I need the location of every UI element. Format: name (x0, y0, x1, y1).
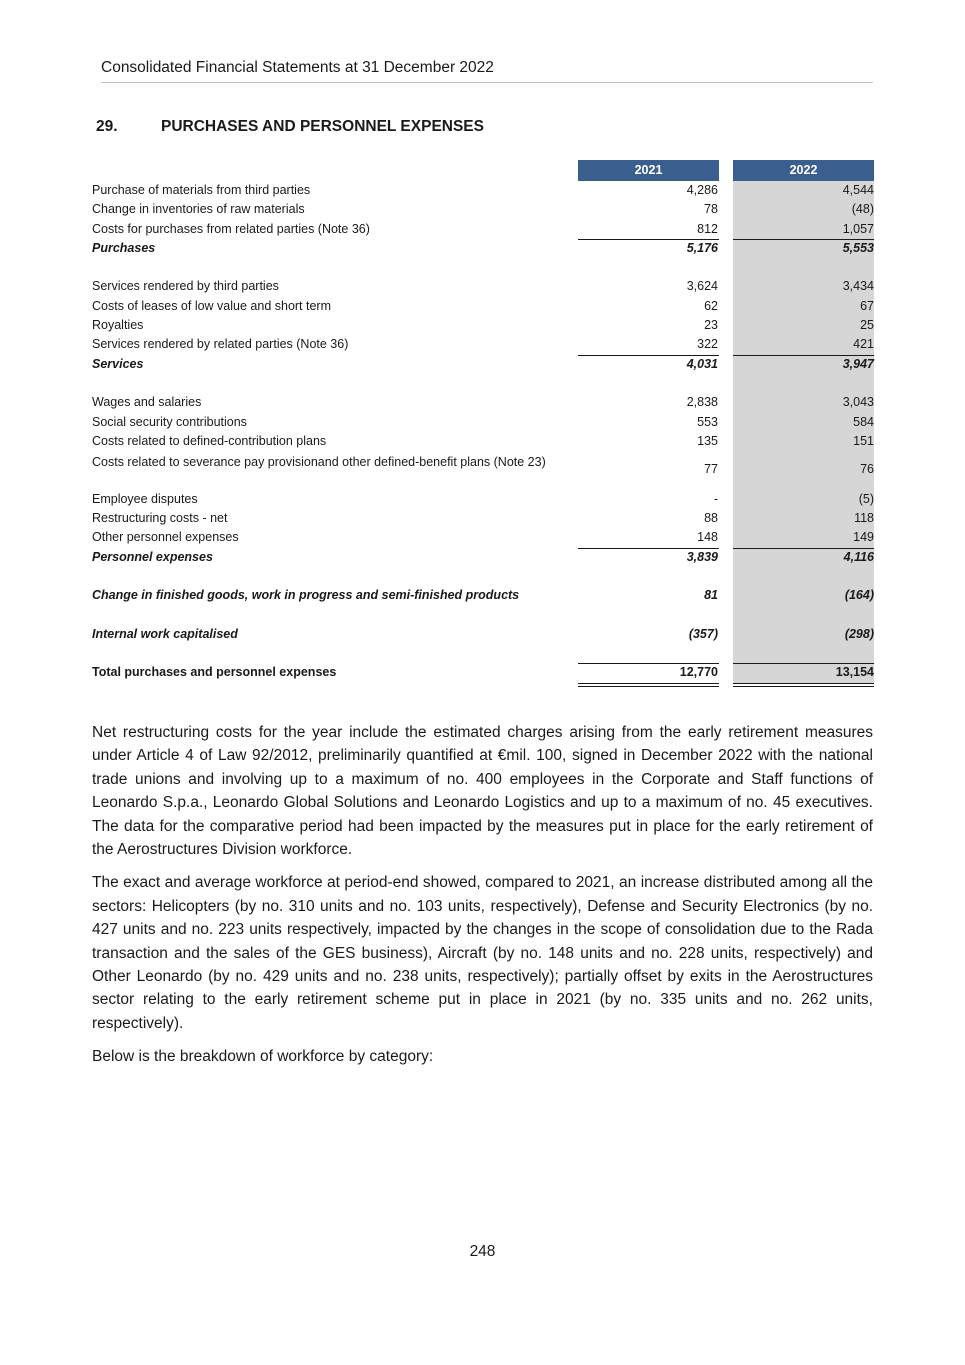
row-label: Employee disputes (92, 491, 198, 506)
row-label: Internal work capitalised (92, 626, 238, 641)
value-2022: 4,544 (842, 183, 874, 197)
row-spacer (92, 606, 874, 625)
table-row (92, 316, 874, 335)
value-2022: (48) (851, 202, 874, 217)
table-row (92, 413, 874, 432)
row-spacer (92, 567, 874, 586)
value-2022: 4,116 (843, 549, 874, 564)
value-2021: 4,031 (686, 356, 718, 371)
value-2021: 135 (697, 433, 718, 448)
table-row (92, 297, 874, 316)
row-label: Royalties (92, 318, 144, 333)
subtotal-row (92, 355, 874, 374)
purchases-personnel-table (92, 181, 874, 683)
value-2021: 2,838 (686, 395, 718, 410)
row-label: Costs related to severance pay provisionand other defined-benefit plans (Note 23) (92, 455, 546, 470)
row-label: Purchase of materials from third parties (92, 183, 311, 197)
grand-total-row (92, 663, 874, 682)
value-2021: 81 (704, 588, 718, 603)
table-row (92, 625, 874, 644)
table-row (92, 393, 874, 412)
value-2021: 12,770 (679, 665, 718, 680)
value-2021: 78 (704, 202, 718, 217)
table-row (92, 432, 874, 451)
value-2021: 553 (697, 414, 718, 429)
table-row (92, 335, 874, 354)
body-text (92, 721, 873, 1079)
section-heading: PURCHASES AND PERSONNEL EXPENSES (161, 118, 484, 135)
value-2022: 5,553 (842, 240, 874, 255)
row-label: Services (92, 356, 144, 371)
value-2022: 13,154 (835, 665, 874, 680)
value-2021: 148 (697, 530, 718, 545)
value-2022: 25 (860, 318, 874, 333)
table-row (92, 490, 874, 509)
row-label: Total purchases and personnel expenses (92, 665, 337, 680)
column-header-2021: 2021 (578, 160, 719, 181)
value-2022: (164) (844, 588, 874, 603)
row-label: Social security contributions (92, 414, 247, 429)
value-2021: 23 (704, 318, 718, 333)
row-label: Costs related to defined-contribution plans (92, 433, 327, 448)
value-2021: 812 (697, 221, 718, 236)
page-number: 248 (469, 1243, 496, 1260)
value-2022: 118 (854, 511, 874, 526)
value-2022: (5) (858, 491, 874, 506)
page-header: Consolidated Financial Statements at 31 December 2022 (101, 59, 873, 83)
row-label: Other personnel expenses (92, 530, 239, 545)
paragraph: The exact and average workforce at period-end showed, compared to 2021, an increase distributed among all the sectors: Helicopters (by no. 310 units and no. 103 units, respectively), Defense and Security Electronics (by no. 427 units and no. 223 units respectively, impacted by the changes in the scope of consolidation due to the Rada transaction and the sales of the GES business), Aircraft (by no. 148 units and no. 228 units, respectively) and Other Leonardo (by no. 429 units and no. 238 units, respectively); partially offset by exits in the Aerostructures sector relating to the early retirement scheme put in place in 2021 (by no. 335 units and no. 262 units, respectively). (92, 874, 873, 1032)
value-2022: 67 (860, 298, 874, 313)
value-2022: 3,947 (842, 356, 874, 371)
value-2022: 3,043 (842, 395, 874, 410)
table-row (92, 181, 874, 200)
subtotal-row (92, 548, 874, 567)
value-2021: 88 (704, 511, 718, 526)
column-header-2022: 2022 (733, 160, 874, 181)
row-label: Restructuring costs - net (92, 511, 228, 526)
value-2022: 149 (853, 530, 874, 545)
value-2022: 1,057 (842, 221, 874, 236)
value-2022: 421 (853, 337, 874, 352)
row-label: Costs of leases of low value and short term (92, 298, 332, 313)
value-2021: - (713, 491, 718, 506)
double-underline (578, 683, 719, 687)
table-row (92, 451, 874, 490)
value-2021: 62 (704, 298, 718, 313)
value-2021: (357) (688, 626, 718, 641)
row-label: Services rendered by third parties (92, 279, 279, 294)
section-title (96, 118, 484, 136)
value-2022: (298) (844, 626, 874, 641)
table-row (92, 200, 874, 219)
table-row (92, 528, 874, 547)
table-row (92, 220, 874, 239)
row-label: Wages and salaries (92, 395, 202, 410)
row-spacer (92, 644, 874, 663)
paragraph: Net restructuring costs for the year include the estimated charges arising from the early retirement measures under Article 4 of Law 92/2012, preliminarily quantified at €mil. 100, signed in December 2022 with the national trade unions and involving up to a maximum of no. 400 employees in the Corporate and Staff functions of Leonardo S.p.a., Leonardo Global Solutions and Leonardo Logistics and up to a maximum of no. 45 executives. The data for the comparative period had been impacted by the measures put in place for the early retirement of the Aerostructures Division workforce. (92, 724, 873, 859)
table-row (92, 586, 874, 605)
value-2022: 151 (853, 433, 874, 448)
row-label: Change in inventories of raw materials (92, 202, 305, 217)
value-2021: 3,839 (686, 549, 718, 564)
row-label: Services rendered by related parties (Note 36) (92, 337, 349, 352)
section-number: 29. (96, 118, 118, 135)
row-spacer (92, 258, 874, 277)
row-label: Purchases (92, 240, 156, 255)
value-2022: 584 (853, 414, 874, 429)
row-label: Costs for purchases from related parties (Note 36) (92, 221, 370, 236)
table-row (92, 277, 874, 296)
value-2022: 3,434 (842, 279, 874, 294)
row-label: Change in finished goods, work in progress and semi-finished products (92, 588, 520, 603)
value-2021: 77 (704, 462, 718, 477)
row-label: Personnel expenses (92, 549, 213, 564)
value-2021: 322 (697, 337, 718, 352)
value-2022: 76 (860, 462, 874, 477)
paragraph: Below is the breakdown of workforce by category: (92, 1048, 434, 1066)
double-underline (733, 683, 874, 687)
table-row (92, 509, 874, 528)
subtotal-row (92, 239, 874, 258)
value-2021: 4,286 (686, 183, 718, 197)
value-2021: 5,176 (686, 240, 718, 255)
value-2021: 3,624 (686, 279, 718, 294)
row-spacer (92, 374, 874, 393)
